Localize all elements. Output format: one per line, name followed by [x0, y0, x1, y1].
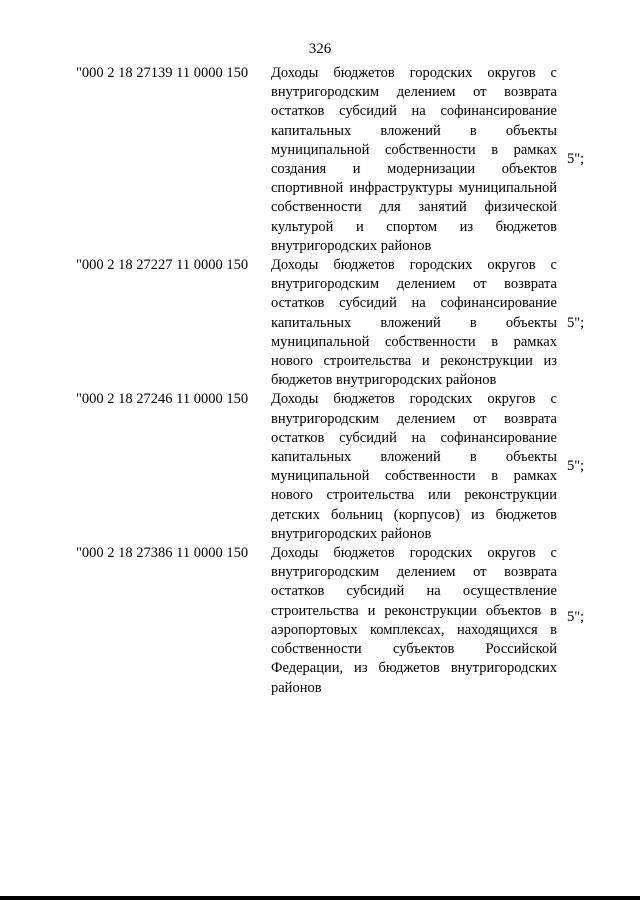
entry-amount: 5"; — [567, 151, 585, 167]
revenue-entry — [0, 64, 640, 256]
budget-classification-code: "000 2 18 27386 11 0000 150 — [76, 545, 249, 562]
revenue-entry — [0, 390, 640, 544]
revenue-description: Доходы бюджетов городских округов с внутригородским делением от возврата остатков субсидий на софинансирование капитальных вложений в объекты муниципальной собственности в рамках нового строительства или реконструкции детских больниц (корпусов) из бюджетов внутригородских районов — [271, 391, 557, 542]
entry-amount: 5"; — [567, 458, 585, 475]
page-number: 326 — [308, 41, 332, 57]
revenue-description: Доходы бюджетов городских округов с внутригородским делением от возврата остатков субсидий на осуществление строительства и реконструкции объектов в аэропортовых комплексах, находящихся в собственности субъектов Российской Федерации, из бюджетов внутригородских районов — [271, 545, 557, 696]
scan-bottom-edge — [0, 896, 640, 900]
revenue-description: Доходы бюджетов городских округов с внутригородским делением от возврата остатков субсидий на софинансирование капитальных вложений в объекты муниципальной собственности в рамках создания и модернизации объектов спортивной инфраструктуры муниципальной собственности для занятий физической культурой и спортом из бюджетов внутригородских районов — [271, 65, 557, 254]
budget-classification-code: "000 2 18 27139 11 0000 150 — [76, 65, 249, 81]
revenue-entries-list — [0, 64, 640, 698]
entry-amount: 5"; — [567, 315, 585, 332]
budget-classification-code: "000 2 18 27246 11 0000 150 — [76, 391, 249, 408]
revenue-description: Доходы бюджетов городских округов с внутригородским делением от возврата остатков субсидий на софинансирование капитальных вложений в объекты муниципальной собственности в рамках нового строительства и реконструкции из бюджетов внутригородских районов — [271, 257, 557, 389]
entry-amount: 5"; — [567, 609, 585, 626]
budget-classification-code: "000 2 18 27227 11 0000 150 — [76, 257, 249, 274]
revenue-entry — [0, 544, 640, 698]
revenue-entry — [0, 256, 640, 390]
